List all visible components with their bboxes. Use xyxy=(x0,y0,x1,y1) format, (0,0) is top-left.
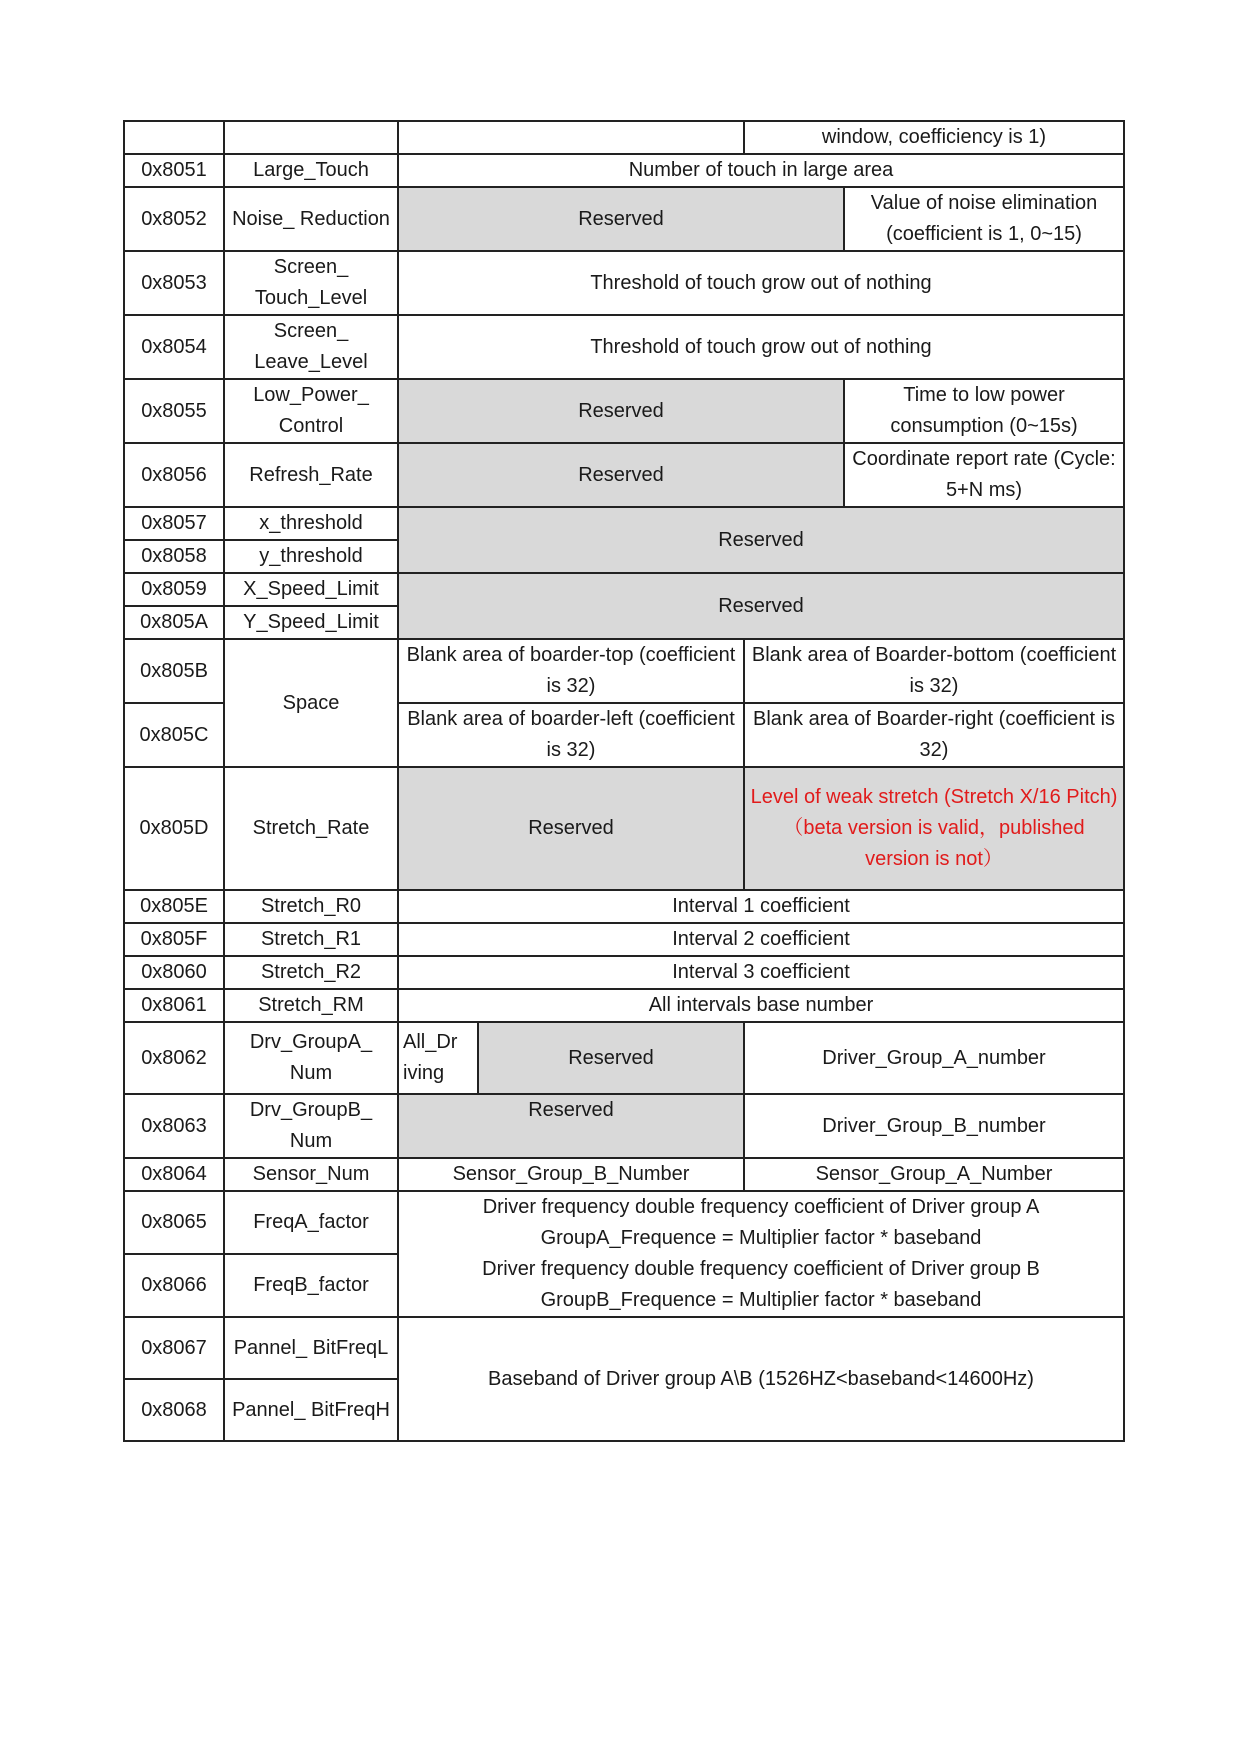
name-cell: Stretch_Rate xyxy=(224,767,398,890)
reserved-cell: Reserved xyxy=(398,379,844,443)
address-cell: 0x8057 xyxy=(124,507,224,540)
name-cell: Pannel_ BitFreqL xyxy=(224,1317,398,1379)
desc-cell: Threshold of touch grow out of nothing xyxy=(398,315,1124,379)
desc-cell: Baseband of Driver group A\B (1526HZ<baseband<14600Hz) xyxy=(398,1317,1124,1441)
desc-cell: Threshold of touch grow out of nothing xyxy=(398,251,1124,315)
table-row xyxy=(124,121,1124,154)
desc-cell: Sensor_Group_A_Number xyxy=(744,1158,1124,1191)
name-cell: Low_Power_ Control xyxy=(224,379,398,443)
name-cell: X_Speed_Limit xyxy=(224,573,398,606)
name-cell: Refresh_Rate xyxy=(224,443,398,507)
table-row xyxy=(124,507,1124,540)
table-row xyxy=(124,1317,1124,1379)
name-cell: Drv_GroupB_ Num xyxy=(224,1094,398,1158)
name-cell: Stretch_R1 xyxy=(224,923,398,956)
address-cell: 0x8055 xyxy=(124,379,224,443)
address-cell: 0x8051 xyxy=(124,154,224,187)
desc-cell: Blank area of boarder-top (coefficient is 32) xyxy=(398,639,744,703)
desc-cell: Interval 1 coefficient xyxy=(398,890,1124,923)
reserved-cell: Reserved xyxy=(398,767,744,890)
name-cell: Space xyxy=(224,639,398,767)
desc-cell: Blank area of Boarder-bottom (coefficient is 32) xyxy=(744,639,1124,703)
table-row xyxy=(124,251,1124,315)
name-cell: Stretch_R2 xyxy=(224,956,398,989)
table-row xyxy=(124,573,1124,606)
address-cell: 0x8054 xyxy=(124,315,224,379)
address-cell: 0x8059 xyxy=(124,573,224,606)
address-cell: 0x8067 xyxy=(124,1317,224,1379)
table-row xyxy=(124,443,1124,507)
address-cell: 0x805D xyxy=(124,767,224,890)
address-cell: 0x8068 xyxy=(124,1379,224,1441)
address-cell: 0x8062 xyxy=(124,1022,224,1094)
name-cell: x_threshold xyxy=(224,507,398,540)
reserved-cell: Reserved xyxy=(398,573,1124,639)
name-cell xyxy=(224,121,398,154)
name-cell: Large_Touch xyxy=(224,154,398,187)
freq-a-desc: Driver frequency double frequency coefficient of Driver group A xyxy=(482,1196,1040,1218)
address-cell: 0x805C xyxy=(124,703,224,767)
table-row xyxy=(124,187,1124,251)
desc-cell: Blank area of Boarder-right (coefficient is 32) xyxy=(744,703,1124,767)
name-cell: Stretch_R0 xyxy=(224,890,398,923)
desc-cell: Sensor_Group_B_Number xyxy=(398,1158,744,1191)
table-row xyxy=(124,1254,1124,1317)
address-cell: 0x805B xyxy=(124,639,224,703)
freq-b-desc: Driver frequency double frequency coefficient of Driver group B xyxy=(482,1258,1040,1280)
desc-cell: Interval 2 coefficient xyxy=(398,923,1124,956)
address-cell: 0x8063 xyxy=(124,1094,224,1158)
address-cell: 0x8066 xyxy=(124,1254,224,1317)
table-row xyxy=(124,956,1124,989)
address-cell: 0x805A xyxy=(124,606,224,639)
desc-cell: Blank area of boarder-left (coefficient is 32) xyxy=(398,703,744,767)
table-row xyxy=(124,379,1124,443)
flag-cell: All_Dr iving xyxy=(398,1022,478,1094)
address-cell: 0x805E xyxy=(124,890,224,923)
desc-cell: Interval 3 coefficient xyxy=(398,956,1124,989)
table-row xyxy=(124,639,1124,703)
name-cell: Pannel_ BitFreqH xyxy=(224,1379,398,1441)
table-row xyxy=(124,154,1124,187)
desc-cell xyxy=(398,1191,1124,1254)
desc-cell: All intervals base number xyxy=(398,989,1124,1022)
address-cell: 0x8065 xyxy=(124,1191,224,1254)
name-cell: Y_Speed_Limit xyxy=(224,606,398,639)
name-cell: Screen_ Leave_Level xyxy=(224,315,398,379)
address-cell: 0x805F xyxy=(124,923,224,956)
stretch-desc: Level of weak stretch (Stretch X/16 Pitch) xyxy=(750,786,1118,808)
desc-cell: Driver_Group_B_number xyxy=(744,1094,1124,1158)
reserved-cell: Reserved xyxy=(478,1022,744,1094)
table-row xyxy=(124,1094,1124,1158)
name-cell: Screen_ Touch_Level xyxy=(224,251,398,315)
table-row xyxy=(124,1191,1124,1254)
desc-cell: Value of noise elimination (coefficient is 1, 0~15) xyxy=(844,187,1124,251)
desc-cell xyxy=(398,1254,1124,1317)
table-row xyxy=(124,989,1124,1022)
register-table xyxy=(123,120,1125,1442)
name-cell: Drv_GroupA_ Num xyxy=(224,1022,398,1094)
desc-cell: Number of touch in large area xyxy=(398,154,1124,187)
address-cell: 0x8058 xyxy=(124,540,224,573)
name-cell: Stretch_RM xyxy=(224,989,398,1022)
desc-cell: Time to low power consumption (0~15s) xyxy=(844,379,1124,443)
table-row xyxy=(124,1022,1124,1094)
name-cell: FreqB_factor xyxy=(224,1254,398,1317)
table-row xyxy=(124,315,1124,379)
table-row xyxy=(124,890,1124,923)
reserved-cell: Reserved xyxy=(398,187,844,251)
desc-cell: Coordinate report rate (Cycle: 5+N ms) xyxy=(844,443,1124,507)
reserved-cell: Reserved xyxy=(398,507,1124,573)
freq-a-formula: GroupA_Frequence = Multiplier factor * baseband xyxy=(540,1227,982,1249)
reserved-cell: Reserved xyxy=(398,443,844,507)
desc-cell: Driver_Group_A_number xyxy=(744,1022,1124,1094)
table-row xyxy=(124,1158,1124,1191)
address-cell: 0x8060 xyxy=(124,956,224,989)
value-cell xyxy=(398,121,744,154)
desc-cell: window, coefficiency is 1) xyxy=(744,121,1124,154)
table-row xyxy=(124,923,1124,956)
freq-b-formula: GroupB_Frequence = Multiplier factor * baseband xyxy=(540,1289,982,1311)
name-cell: y_threshold xyxy=(224,540,398,573)
name-cell: Sensor_Num xyxy=(224,1158,398,1191)
name-cell: FreqA_factor xyxy=(224,1191,398,1254)
address-cell xyxy=(124,121,224,154)
address-cell: 0x8061 xyxy=(124,989,224,1022)
stretch-note: （beta version is valid，published version is not） xyxy=(783,817,1085,870)
address-cell: 0x8064 xyxy=(124,1158,224,1191)
desc-cell xyxy=(744,767,1124,890)
table-row xyxy=(124,767,1124,890)
address-cell: 0x8053 xyxy=(124,251,224,315)
name-cell: Noise_ Reduction xyxy=(224,187,398,251)
reserved-cell: Reserved xyxy=(398,1094,744,1158)
address-cell: 0x8052 xyxy=(124,187,224,251)
address-cell: 0x8056 xyxy=(124,443,224,507)
